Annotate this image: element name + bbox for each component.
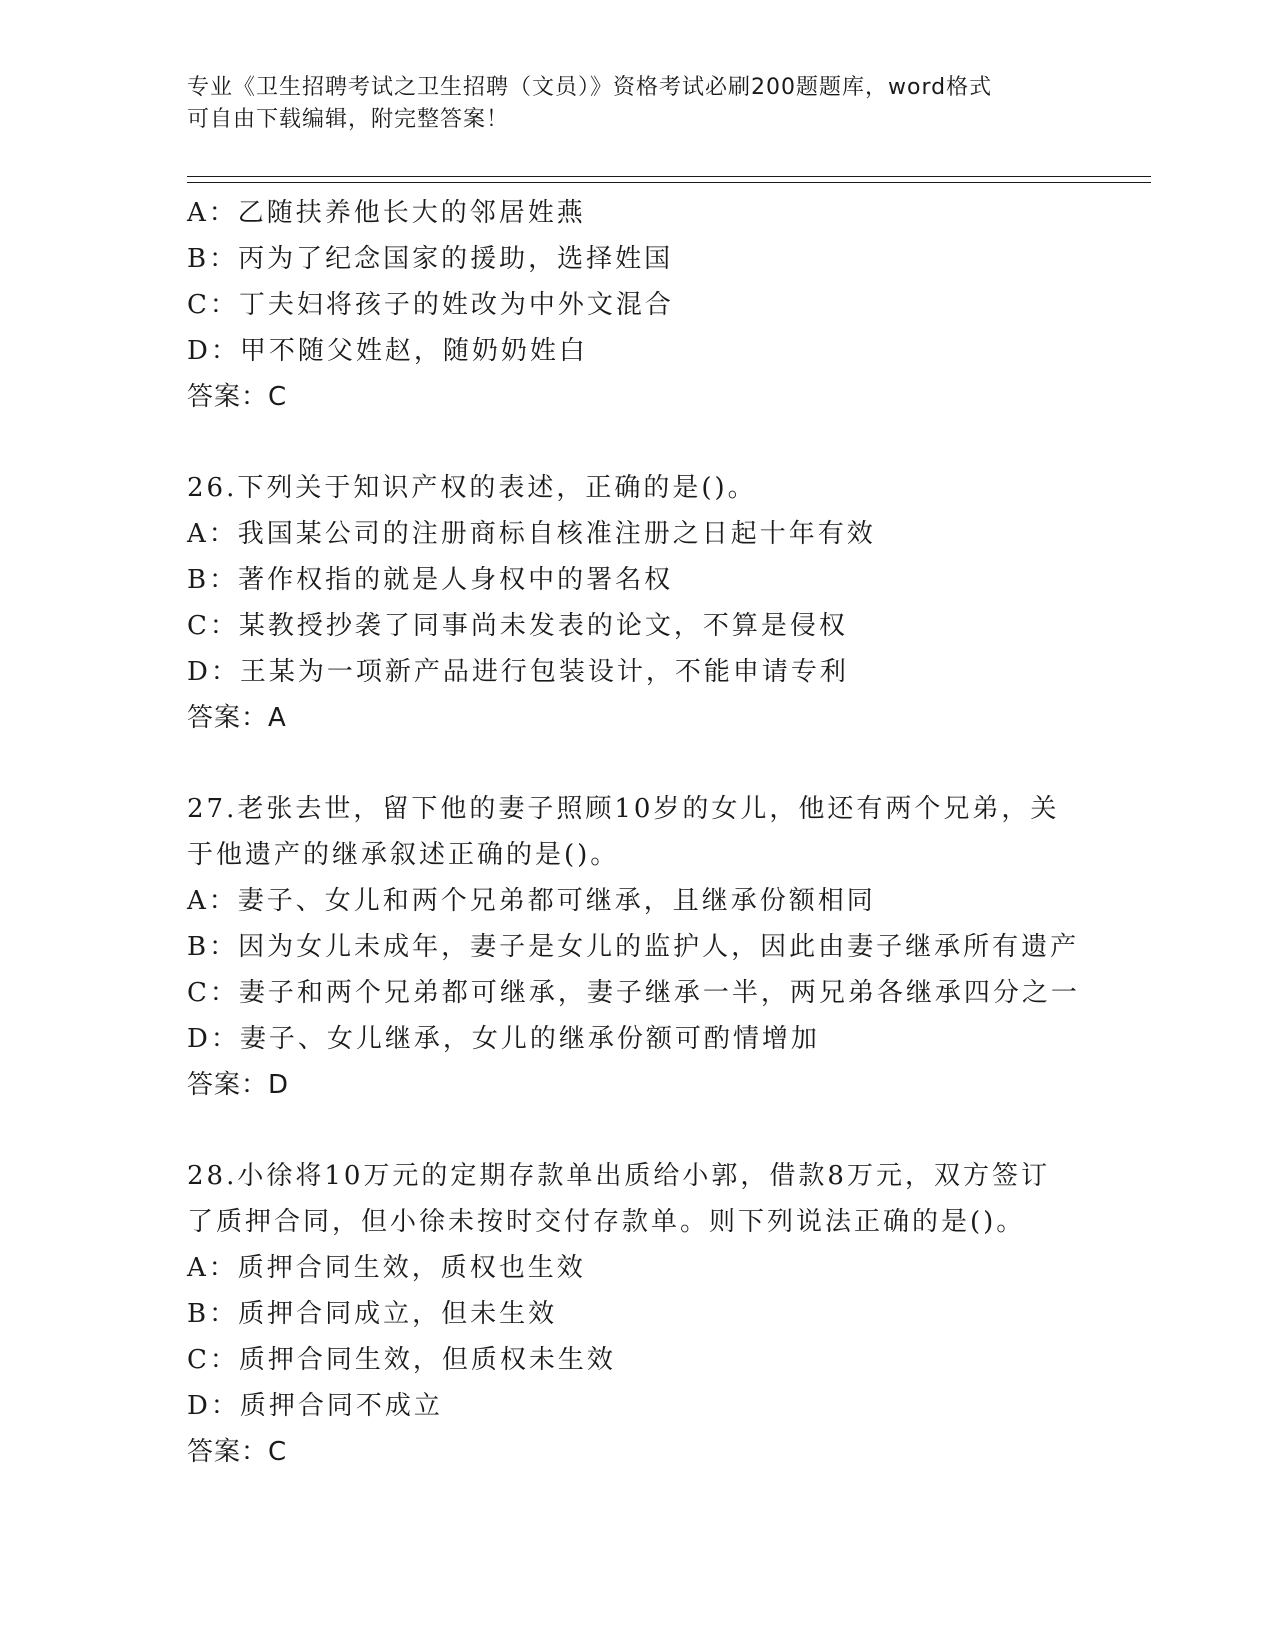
option-a: A：乙随扶养他长大的邻居姓燕 (187, 198, 586, 228)
option-c: C：妻子和两个兄弟都可继承，妻子继承一半，两兄弟各继承四分之一 (187, 978, 1080, 1008)
question-stem: 28.小徐将10万元的定期存款单出质给小郭，借款8万元，双方签订 (187, 1161, 1050, 1191)
option-c: C：丁夫妇将孩子的姓改为中外文混合 (187, 290, 674, 320)
header-rule-top (187, 176, 1151, 177)
answer-line: 答案：C (187, 1437, 288, 1467)
question-26 (187, 465, 1087, 741)
option-a: A：质押合同生效，质权也生效 (187, 1253, 586, 1283)
question-stem: 26.下列关于知识产权的表述，正确的是()。 (187, 473, 757, 503)
answer-line: 答案：A (187, 703, 287, 733)
document-header (187, 72, 1087, 136)
option-d: D：甲不随父姓赵，随奶奶姓白 (187, 336, 588, 366)
question-stem-continued: 了质押合同，但小徐未按时交付存款单。则下列说法正确的是()。 (187, 1207, 1026, 1237)
option-d: D：王某为一项新产品进行包装设计，不能申请专利 (187, 657, 849, 687)
question-27 (187, 786, 1087, 1108)
question-stem: 27.老张去世，留下他的妻子照顾10岁的女儿，他还有两个兄弟，关 (187, 794, 1060, 824)
option-c: C：某教授抄袭了同事尚未发表的论文，不算是侵权 (187, 611, 848, 641)
question-stem-continued: 于他遗产的继承叙述正确的是()。 (187, 840, 620, 870)
answer-line: 答案：D (187, 1070, 290, 1100)
option-d: D：妻子、女儿继承，女儿的继承份额可酌情增加 (187, 1024, 820, 1054)
question-list (187, 190, 1087, 1475)
header-line-2: 可自由下载编辑，附完整答案！ (187, 107, 510, 132)
option-a: A：妻子、女儿和两个兄弟都可继承，且继承份额相同 (187, 886, 876, 916)
option-b: B：质押合同成立，但未生效 (187, 1299, 558, 1329)
question-28 (187, 1153, 1087, 1475)
option-b: B：因为女儿未成年，妻子是女儿的监护人，因此由妻子继承所有遗产 (187, 932, 1080, 962)
option-b: B：丙为了纪念国家的援助，选择姓国 (187, 244, 674, 274)
header-line-1: 专业《卫生招聘考试之卫生招聘（文员）》资格考试必刷200题题库，word格式 (187, 75, 993, 100)
option-a: A：我国某公司的注册商标自核准注册之日起十年有效 (187, 519, 876, 549)
answer-line: 答案：C (187, 382, 288, 412)
header-rule-bottom (187, 182, 1151, 183)
option-c: C：质押合同生效，但质权未生效 (187, 1345, 616, 1375)
option-d: D：质押合同不成立 (187, 1391, 443, 1421)
option-b: B：著作权指的就是人身权中的署名权 (187, 565, 674, 595)
question-25 (187, 190, 1087, 420)
